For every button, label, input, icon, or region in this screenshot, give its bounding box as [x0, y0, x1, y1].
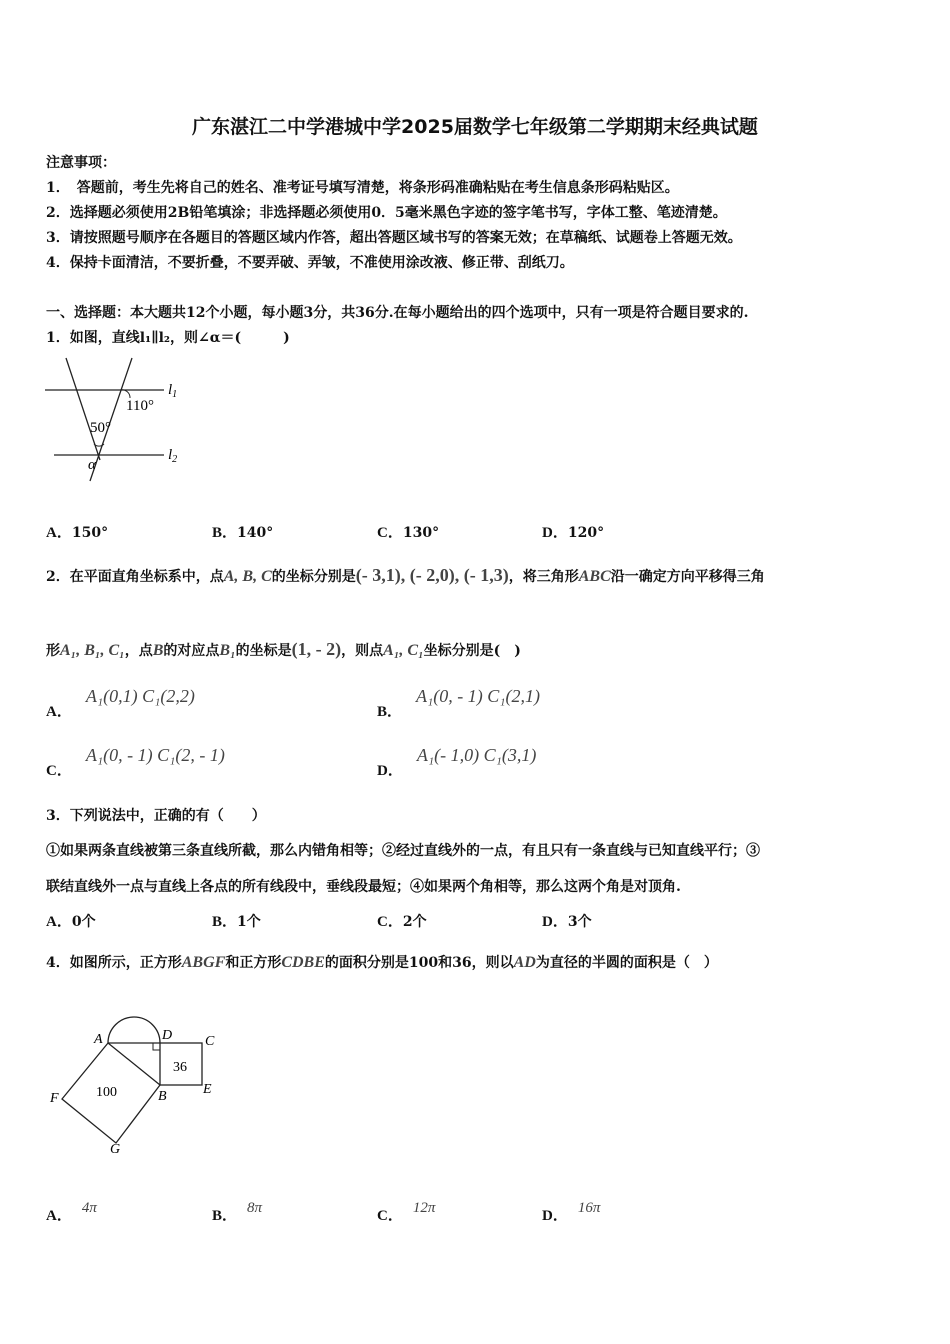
label-c: C: [205, 1034, 215, 1049]
q3-line-2: 联结直线外一点与直线上各点的所有线段中，垂线段最短；④如果两个角相等，那么这两个角是对顶角.: [46, 879, 681, 895]
q3-stem: 3．下列说法中，正确的有（ ）: [46, 808, 266, 824]
section-heading: 一、选择题：本大题共12个小题，每小题3分，共36分.在每小题给出的四个选项中，只有一项是符合题目要求的.: [46, 305, 749, 321]
q3-option-b[interactable]: B．1个: [212, 914, 261, 930]
right-angle-mark: [153, 1043, 160, 1050]
label-l1: $l_1$: [168, 382, 178, 400]
label-g: G: [110, 1142, 121, 1157]
q1-option-a[interactable]: A．150°: [46, 525, 109, 541]
label-e: E: [203, 1082, 212, 1097]
label-l2: $l_2$: [168, 447, 178, 465]
q4-option-c[interactable]: C． 12π: [377, 1200, 436, 1224]
label-f: F: [50, 1091, 59, 1106]
q1-stem: 1．如图，直线l₁∥l₂，则∠α＝( ): [46, 330, 290, 346]
q4-figure: [40, 1005, 230, 1165]
q1-option-b[interactable]: B．140°: [212, 525, 274, 541]
page-title: 广东湛江二中学港城中学2025届数学七年级第二学期期末经典试题: [192, 116, 758, 138]
label-b: B: [158, 1089, 167, 1104]
q3-line-1: ①如果两条直线被第三条直线所截，那么内错角相等；②经过直线外的一点，有且只有一条直线与已知直线平行；③: [46, 843, 760, 859]
notice-item-1: 1． 答题前，考生先将自己的姓名、准考证号填写清楚，将条形码准确粘贴在考生信息条形码粘贴区。: [46, 180, 679, 196]
q2-option-a[interactable]: A．A₁(0,1) C₁(2,2): [46, 686, 195, 720]
q4-option-a[interactable]: A． 4π: [46, 1200, 97, 1224]
q3-option-d[interactable]: D．3个: [542, 914, 592, 930]
q1-option-d[interactable]: D．120°: [542, 525, 605, 541]
q2-option-b[interactable]: B．A₁(0, - 1) C₁(2,1): [377, 686, 541, 720]
q4-option-b[interactable]: B． 8π: [212, 1200, 263, 1224]
semicircle-ad: [108, 1017, 160, 1043]
angle-arc-110: [120, 390, 130, 398]
q3-option-c[interactable]: C．2个: [377, 914, 427, 930]
q1-option-c[interactable]: C．130°: [377, 525, 440, 541]
label-a: A: [94, 1032, 103, 1047]
area-100: 100: [96, 1085, 117, 1100]
q1-figure: [40, 352, 190, 487]
notice-item-3: 3．请按照题号顺序在各题目的答题区域内作答，超出答题区域书写的答案无效；在草稿纸、试题卷上答题无效。: [46, 230, 742, 246]
label-alpha: α: [88, 457, 96, 473]
q4-option-d[interactable]: D． 16π: [542, 1200, 601, 1224]
label-110: 110°: [126, 398, 154, 414]
q4-stem: 4．如图所示，正方形ABGF和正方形CDBE的面积分别是100和36，则以AD为直径的半圆的面积是（ ）: [46, 954, 718, 971]
q2-stem-line1: 2．在平面直角坐标系中，点A, B, C的坐标分别是(- 3,1), (- 2,0), (- 1,3)，将三角形ABC沿一确定方向平移得三角: [46, 565, 765, 585]
notice-item-4: 4．保持卡面清洁，不要折叠，不要弄破、弄皱，不准使用涂改液、修正带、刮纸刀。: [46, 255, 574, 271]
area-36: 36: [173, 1060, 187, 1075]
notice-item-2: 2．选择题必须使用2B铅笔填涂；非选择题必须使用0．5毫米黑色字迹的签字笔书写，字体工整、笔迹清楚。: [46, 205, 727, 221]
label-d: D: [162, 1028, 173, 1043]
notice-heading: 注意事项：: [46, 155, 116, 171]
q3-option-a[interactable]: A．0个: [46, 914, 96, 930]
q2-option-d[interactable]: D．A₁(- 1,0) C₁(3,1): [377, 745, 537, 779]
q2-stem-line2: 形A₁, B₁, C₁，点B的对应点B₁的坐标是(1, - 2)，则点A₁, C₁坐标分别是( ): [46, 639, 521, 659]
q2-option-c[interactable]: C．A₁(0, - 1) C₁(2, - 1): [46, 745, 225, 779]
label-50: 50°: [90, 420, 111, 436]
